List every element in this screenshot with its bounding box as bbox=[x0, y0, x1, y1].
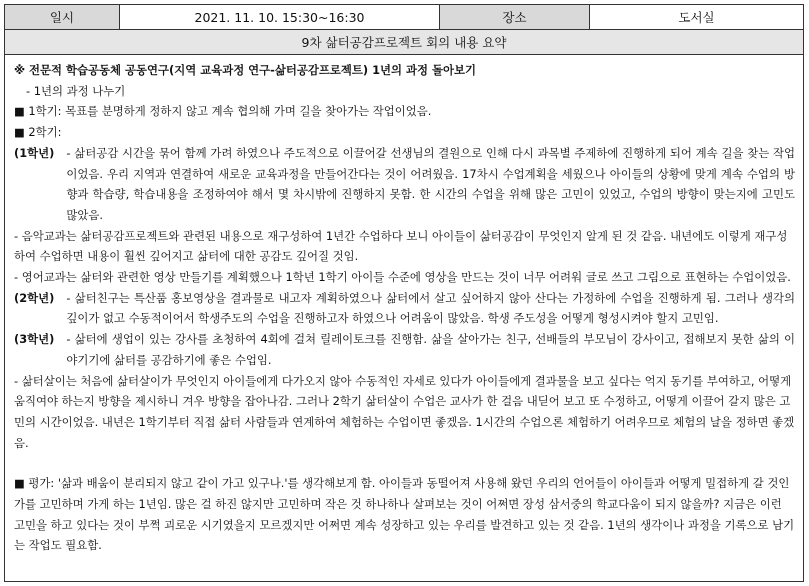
section-heading: ※ 전문적 학습공동체 공동연구(지역 교육과정 연구-삶터공감프로젝트) 1년의 과정 돌아보기 bbox=[14, 63, 476, 77]
grade1-text: - 삶터공감 시간을 묶어 함께 가려 하였으나 주도적으로 이끌어갈 선생님의 결원으로 인해 다시 과목별 주제하에 진행하게 되어 계속 길을 찾는 작업이었음. 우리 지역과 연결하여 새로운 교육과정을 만들어간다는 것이 어려웠음. 17차시 수업계획을 세웠으나 아이들의 상황에 맞게 계속 수업의 방향과 학습량, 학습내용을 조정하여야 해서 몇 차시밖에 진행하지 못함. 한 시간의 수업을 위해 많은 고민이 있었고, 수업의 방향이 맞는지에 고민도 많았음. bbox=[66, 145, 795, 222]
place-label: 장소 bbox=[440, 5, 590, 29]
samter-note: - 삶터살이는 처음에 삶터살이가 무엇인지 아이들에게 다가오지 않아 수동적인 자세로 있다가 아이들에게 결과물을 보고 싶다는 억지 동기를 부여하고, 어떻게 움직여야 하는지 방향을 제시하니 겨우 방향을 잡아나감. 그러나 2학기 삶터살이 수업은 교사가 한 걸음 내딛어 보고 또 수정하고, 어떻게 이끌어 갈지 많은 고민의 시간이었음. 내년은 1학기부터 직접 삶터 사람들과 연계하여 체험하는 수업이면 좋겠음. 1시간의 수업으론 체험하기 어려우므로 체험의 날을 정하면 좋겠음. bbox=[14, 373, 795, 450]
grade1-label: (1학년) bbox=[14, 145, 55, 160]
semester2-heading: ■ 2학기: bbox=[14, 125, 62, 140]
document-body bbox=[5, 55, 803, 556]
music-note: - 음악교과는 삶터공감프로젝트와 관련된 내용으로 재구성하여 1년간 수업하다 보니 아이들이 삶터공감이 무엇인지 알게 된 것 같음. 내년에도 이렇게 재구성하여 수업하면 내용이 훨씬 깊어지고 삶터에 대한 공감도 깊어질 것임. bbox=[14, 228, 788, 264]
grade2-label: (2학년) bbox=[14, 290, 55, 305]
english-note: - 영어교과는 삶터와 관련한 영상 만들기를 계획했으나 1학년 1학기 아이들 수준에 영상을 만드는 것이 너무 어려워 글로 쓰고 그림으로 표현하는 수업이었음. bbox=[14, 270, 791, 285]
date-value: 2021. 11. 10. 15:30~16:30 bbox=[120, 5, 440, 29]
place-value: 도서실 bbox=[678, 10, 715, 25]
semester1-summary: ■ 1학기: 목표를 분명하게 정하지 않고 계속 협의해 가며 길을 찾아가는 작업이었음. bbox=[14, 104, 432, 119]
grade3-text: - 삶터에 생업이 있는 강사를 초청하여 4회에 걸쳐 릴레이토크를 진행함. 삶을 살아가는 친구, 선배들의 부모님이 강사이고, 접해보지 못한 삶의 이야기기에 삶터를 공감하기에 좋은 수업임. bbox=[66, 332, 795, 367]
grade2-text: - 삶터친구는 특산품 홍보영상을 결과물로 내고자 계획하였으나 삶터에서 살고 싶어하지 않아 산다는 가정하에 수업을 진행하게 됨. 그러나 생각의 깊이가 없고 수동적이어서 학생주도의 수업을 진행하고자 하였으나 어려움이 많았음. 학생 주도성을 어떻게 형성시켜야 할지 고민임. bbox=[66, 290, 795, 326]
grade2-item bbox=[14, 288, 795, 329]
evaluation-note: ■ 평가: '삶과 배움이 분리되지 않고 같이 가고 있구나.'를 생각해보게 함. 아이들과 동떨어져 사용해 왔던 우리의 언어들이 아이들과 어떻게 밀접하게 갈 것인가를 고민하며 가게 하는 1년임. 많은 걸 하진 않지만 고민하며 작은 것 하나하나 살펴보는 것이 어쩌면 장성 삼서중의 학교다움이 되지 않을까? 지금은 이런 고민을 하고 있다는 것이 부쩍 괴로운 시기였을지 모르겠지만 어쩌면 계속 성장하고 있는 우리를 발견하고 있는 것 같음. 1년의 생각이나 과정을 기록으로 남기는 작업도 필요함. bbox=[14, 476, 795, 553]
header-row bbox=[5, 5, 803, 30]
sub-heading: - 1년의 과정 나누기 bbox=[26, 83, 126, 98]
meeting-document bbox=[4, 4, 804, 582]
document-title: 9차 삶터공감프로젝트 회의 내용 요약 bbox=[5, 30, 803, 55]
grade3-label: (3학년) bbox=[14, 332, 55, 347]
grade1-item bbox=[14, 143, 795, 226]
grade3-item bbox=[14, 329, 795, 370]
date-label: 일시 bbox=[5, 5, 120, 29]
